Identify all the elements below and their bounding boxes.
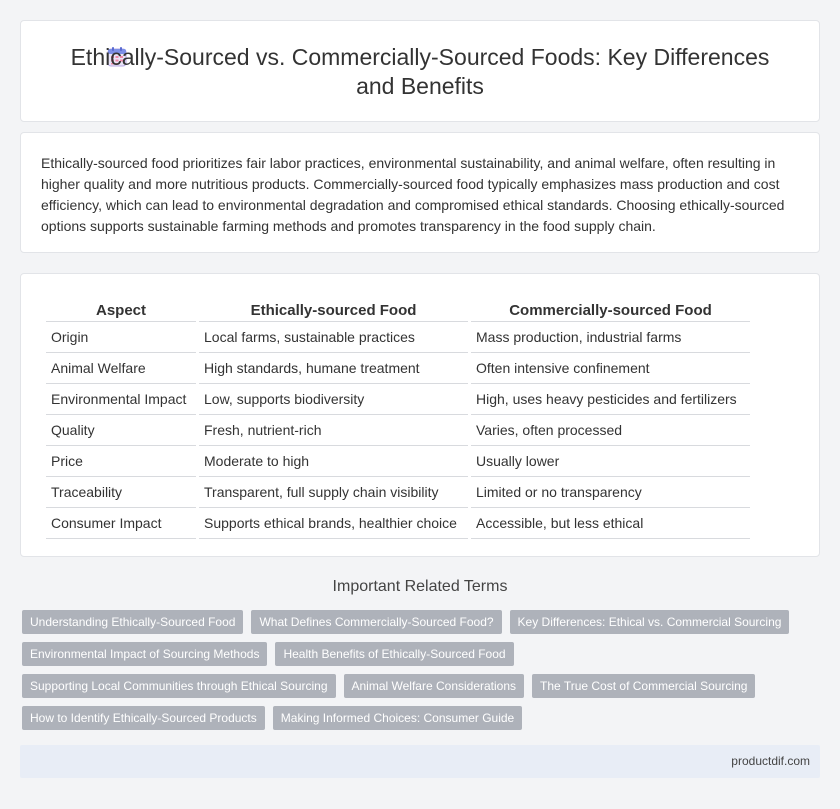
header-card [20,20,820,122]
related-terms-list [22,610,822,738]
table-row [46,508,750,539]
column-header-aspect: Aspect [46,296,196,322]
footer-bar [20,745,820,778]
table-cell: High, uses heavy pesticides and fertilizers [471,384,750,415]
table-cell: Origin [46,322,196,353]
table-cell: Fresh, nutrient-rich [199,415,468,446]
column-header-commercial: Commercially-sourced Food [471,296,750,322]
term-row [22,642,822,666]
table-cell: Local farms, sustainable practices [199,322,468,353]
term-tag[interactable]: Key Differences: Ethical vs. Commercial Sourcing [510,610,790,634]
table-cell: Consumer Impact [46,508,196,539]
table-cell: Usually lower [471,446,750,477]
column-header-ethical: Ethically-sourced Food [199,296,468,322]
footer-site-link[interactable]: productdif.com [731,754,810,768]
term-row [22,610,822,634]
term-row [22,706,822,730]
table-row [46,353,750,384]
table-cell: Quality [46,415,196,446]
table-row [46,322,750,353]
table-cell: Supports ethical brands, healthier choice [199,508,468,539]
table-row [46,446,750,477]
term-tag[interactable]: What Defines Commercially-Sourced Food? [251,610,501,634]
table-row [46,384,750,415]
table-cell: Animal Welfare [46,353,196,384]
term-tag[interactable]: Supporting Local Communities through Ethical Sourcing [22,674,336,698]
term-row [22,674,822,698]
table-row [46,477,750,508]
table-cell: Environmental Impact [46,384,196,415]
term-tag[interactable]: Environmental Impact of Sourcing Methods [22,642,267,666]
term-tag[interactable]: The True Cost of Commercial Sourcing [532,674,755,698]
table-cell: Transparent, full supply chain visibility [199,477,468,508]
table-cell: Moderate to high [199,446,468,477]
term-tag[interactable]: Making Informed Choices: Consumer Guide [273,706,522,730]
term-tag[interactable]: How to Identify Ethically-Sourced Products [22,706,265,730]
comparison-table-card [20,273,820,557]
comparison-table [43,296,753,539]
table-cell: Limited or no transparency [471,477,750,508]
table-cell: Varies, often processed [471,415,750,446]
term-tag[interactable]: Health Benefits of Ethically-Sourced Food [275,642,513,666]
term-tag[interactable]: Animal Welfare Considerations [344,674,525,698]
table-cell: High standards, humane treatment [199,353,468,384]
intro-paragraph: Ethically-sourced food prioritizes fair labor practices, environmental sustainability, and animal welfare, often resulting in higher quality and more nutritious products. Commercially-sourced food typically emphasizes mass production and cost efficiency, which can lead to environmental degradation and compromised ethical standards. Choosing ethically-sourced options supports sustainable farming methods and promotes transparency in the food supply chain. [41,155,785,234]
related-terms-heading: Important Related Terms [332,578,508,595]
table-cell: Often intensive confinement [471,353,750,384]
term-tag[interactable]: Understanding Ethically-Sourced Food [22,610,243,634]
page-title: Ethically-Sourced vs. Commercially-Sourced Foods: Key Differences and Benefits [70,44,770,99]
table-cell: Price [46,446,196,477]
table-cell: Accessible, but less ethical [471,508,750,539]
table-header-row [46,296,750,322]
intro-card [20,132,820,253]
table-cell: Mass production, industrial farms [471,322,750,353]
table-cell: Traceability [46,477,196,508]
table-cell: Low, supports biodiversity [199,384,468,415]
table-row [46,415,750,446]
